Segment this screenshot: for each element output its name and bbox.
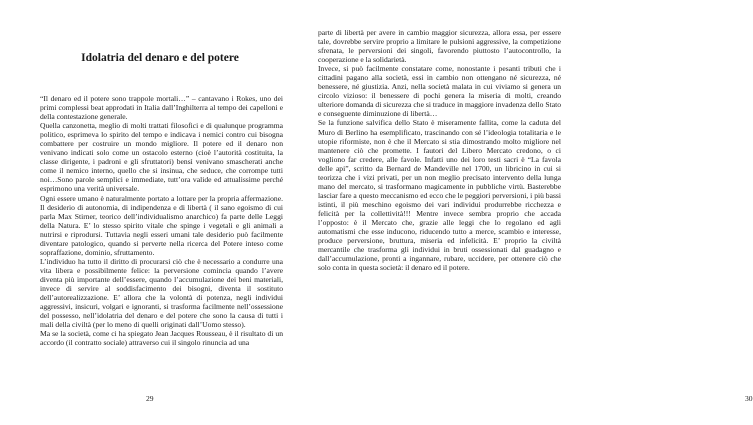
paragraph: parte di libertà per avere in cambio maggior sicurezza, allora essa, per essere tale, dovrebbe servire proprio a limitare le pulsioni aggressive, la competizione sfrenata, le perversioni dei singoli, favorendo piuttosto l’autocontrollo, la cooperazione e la solidarietà. [318,28,561,65]
left-page [0,0,300,425]
paragraph: L’individuo ha tutto il diritto di procurarsi ciò che è necessario a condurre una vita libera e possibilmente felice: la perversione comincia quando l’avere diventa più importante dell’essere, quando l’accumulazione dei beni materiali, invece di servire al soddisfacimento dei bisogni, diventa il sostituto dell’autorealizzazione. E’ allora che la volontà di potenza, negli individui aggressivi, insicuri, volgari e ignoranti, si trasforma facilmente nell’ossessione del possesso, nell’idolatria del denaro e del potere che sono la causa di tutti i mali della civiltà (per lo meno di quelli originati dall’Uomo stesso). [40,256,283,330]
paragraph: “Il denaro ed il potere sono trappole mortali…” – cantavano i Rokes, uno dei primi complessi beat approdati in Italia dall’Inghilterra al tempo dei capelloni e della contestazione generale. [40,94,283,122]
right-page-body [318,28,561,272]
left-page-body [40,94,283,347]
paragraph: Quella canzonetta, meglio di molti trattati filosofici e di qualunque programma politico, esprimeva lo spirito del tempo e indicava i nemici contro cui bisogna combattere per costruire un mondo migliore. Il potere ed il denaro non venivano indicati solo come un ostacolo esterno (cioè l’autorità costituita, la classe dirigente, i padroni e gli sfruttatori) bensì venivano smascherati anche come il nemico interno, quello che si insinua, che seduce, che corrompe tutti noi…Sono parole semplici e immediate, tutt’ora valide ed attualissime perché esprimono una verità universale. [40,121,283,194]
paragraph: Invece, si può facilmente constatare come, nonostante i pesanti tributi che i cittadini pagano alla società, essi in cambio non ottengano né sicurezza, né benessere, né giustizia. Anzi, nella società malata in cui viviamo si genera un circolo vizioso: il benessere di pochi genera la miseria di molti, creando ulteriore domanda di sicurezza che si traduce in maggiore invadenza dello Stato e conseguente diminuzione di libertà… [318,64,561,119]
chapter-title: Idolatria del denaro e del potere [81,52,239,64]
page-number-left: 29 [146,394,154,403]
paragraph: Se la funzione salvifica dello Stato è miseramente fallita, come la caduta del Muro di Berlino ha esemplificato, trascinando con sé l’ideologia totalitaria e le utopie riformiste, non è che il Mercato si stia dimostrando molto migliore nel mantenere ciò che promette. I fautori del Libero Mercato credono, o ci vogliono far credere, alle favole. Infatti uno dei loro testi sacri è “La favola delle api”, scritto da Bernard de Mandeville nel 1700, un libricino in cui si teorizza che i vizi privati, per un non meglio precisato intervento della lunga mano del mercato, si trasformano magicamente in pubbliche virtù. Basterebbe lasciar fare a questo meccanismo ed ecco che le peggiori perversioni, i più bassi istinti, il più meschino egoismo dei vari individui produrrebbe ricchezza e felicità per la collettività!!! Mentre invece sembra proprio che accada l’opposto: è il Mercato che, grazie alle leggi che lo regolano ed agli automatismi che esse inducono, riducendo tutto a merce, scambio e interesse, produce perversione, bruttura, miseria ed infelicità. E’ proprio la civiltà mercantile che trasforma gli individui in bruti ossessionati dal guadagno e dall’accumulazione, pronti a ingannare, rubare, uccidere, per ottenere ciò che solo conta in questa società: il denaro ed il potere. [318,118,561,273]
paragraph: Ma se la società, come ci ha spiegato Jean Jacques Rousseau, è il risultato di un accordo (il contratto sociale) attraverso cui il singolo rinuncia ad una [40,329,283,348]
paragraph: Ogni essere umano è naturalmente portato a lottare per la propria affermazione. Il desiderio di autonomia, di indipendenza e di libertà ( il sano egoismo di cui parla Max Stirner, teorico dell’individualismo anarchico) fa parte delle Leggi della Natura. E’ lo stesso spirito vitale che spinge i vegetali e gli animali a nutrirsi e riprodursi. Tuttavia negli esseri umani tale desiderio può facilmente diventare patologico, quando si perverte nella ricerca del Potere inteso come sopraffazione, dominio, sfruttamento. [40,193,283,257]
page-number-right: 30 [745,394,753,403]
